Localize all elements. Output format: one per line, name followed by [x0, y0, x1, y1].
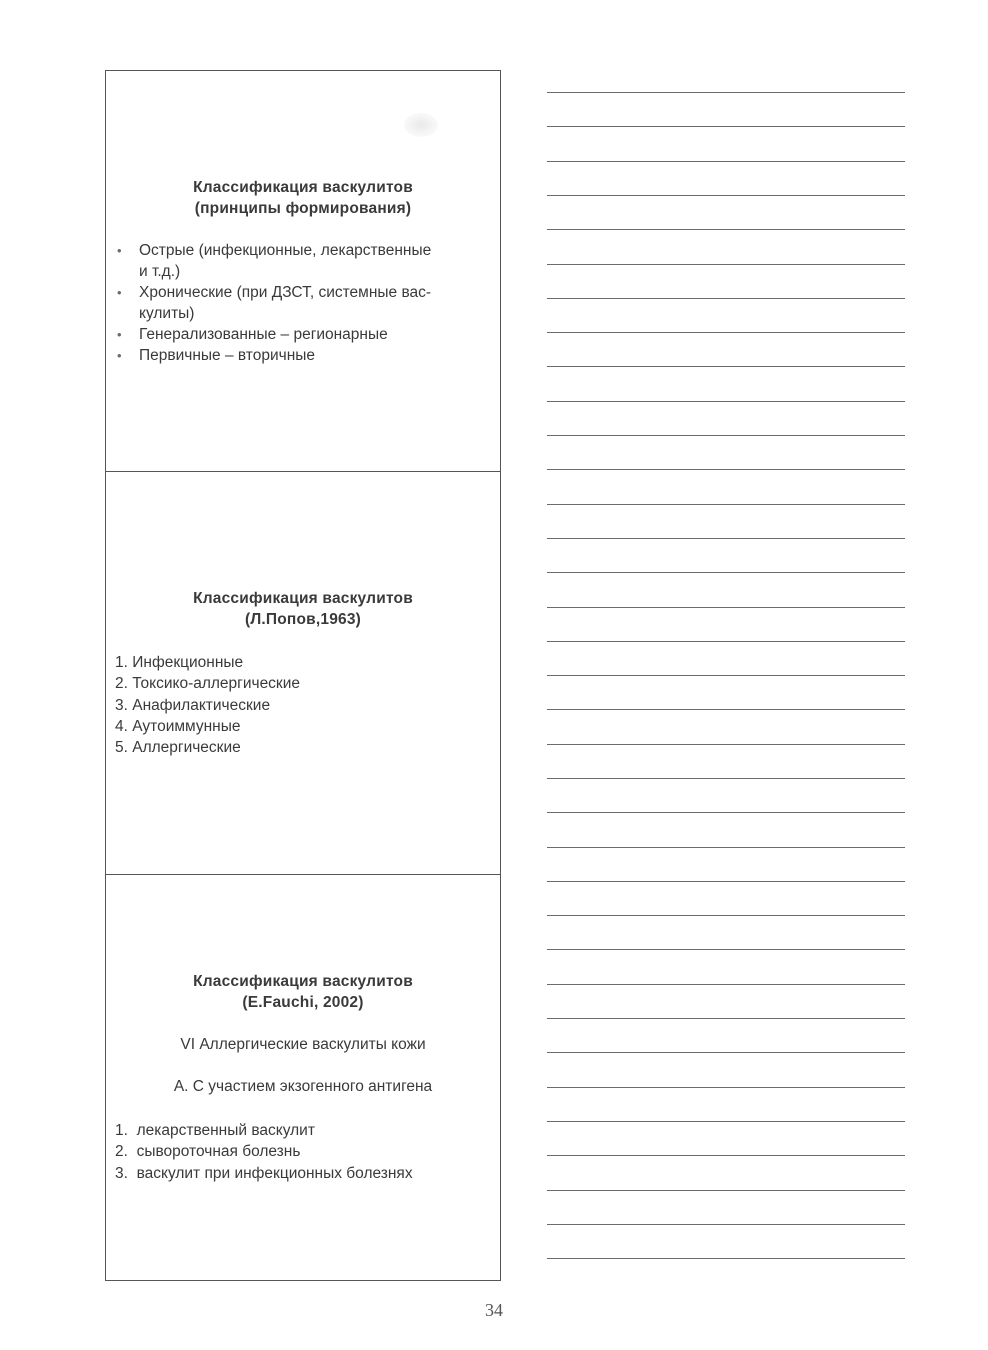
note-line [547, 126, 905, 127]
list-item [106, 1141, 500, 1162]
note-line [547, 778, 905, 779]
list-item-number: 1. [115, 1122, 128, 1139]
slide-2-title-line2: (Л.Попов,1963) [244, 611, 362, 628]
slides-column [105, 70, 501, 1281]
note-line [547, 1121, 905, 1122]
slide-3 [106, 875, 500, 1280]
bullet-item [106, 324, 500, 345]
note-line [547, 92, 905, 93]
page-number: 34 [485, 1300, 503, 1320]
list-item [106, 737, 500, 758]
note-line [547, 469, 905, 470]
list-item-number: 5. [115, 739, 128, 757]
slide-3-title-line1: Классификация васкулитов [193, 973, 413, 990]
list-item [106, 1163, 500, 1184]
list-item-text: Инфекционные [132, 654, 244, 671]
list-item-number: 3. [115, 1164, 128, 1182]
note-line [547, 332, 905, 333]
note-line [547, 504, 905, 505]
note-line [547, 984, 905, 985]
note-line [547, 1155, 905, 1156]
note-line [547, 641, 905, 642]
slide-3-subheading: VI Аллергические васкулиты кожи [180, 1036, 426, 1053]
slide-3-title-line2: (E.Fauchi, 2002) [242, 994, 364, 1011]
note-line [547, 229, 905, 230]
note-line [547, 572, 905, 573]
note-line [547, 1190, 905, 1191]
bullet-dot-icon: • [117, 243, 122, 258]
list-item [106, 1120, 500, 1141]
slide-2-title [106, 588, 500, 630]
note-line [547, 538, 905, 539]
note-line [547, 264, 905, 265]
slide-1-bullet-list [106, 240, 500, 366]
bullet-text-line2: и т.д.) [139, 263, 181, 280]
note-line [547, 1018, 905, 1019]
list-item-number: 2. [115, 675, 128, 693]
list-item-number: 2. [115, 1143, 128, 1161]
list-item-text: васкулит при инфекционных болезнях [136, 1164, 413, 1182]
list-item-text: Аллергические [132, 739, 241, 757]
list-item-text: лекарственный васкулит [136, 1122, 315, 1139]
slide-2 [106, 472, 500, 875]
bullet-dot-icon: • [117, 285, 122, 300]
list-item-number: 4. [115, 717, 128, 735]
note-line [547, 1258, 905, 1259]
note-line [547, 812, 905, 813]
note-line [547, 298, 905, 299]
note-line [547, 366, 905, 367]
slide-1-title-line2: (принципы формирования) [194, 200, 412, 217]
list-item-number: 1. [115, 654, 128, 671]
slide-3-group-label: А. С участием экзогенного антигена [173, 1078, 433, 1095]
note-line [547, 675, 905, 676]
list-item-text: Аутоиммунные [132, 717, 241, 735]
list-item-number: 3. [115, 696, 128, 714]
list-item-text: Токсико-аллергические [132, 675, 300, 693]
bullet-item [106, 282, 500, 324]
bullet-text-line1: Генерализованные – регионарные [139, 326, 388, 343]
slide-2-numbered-list [106, 652, 500, 758]
list-item-text: Анафилактические [132, 696, 271, 714]
list-item [106, 716, 500, 737]
bullet-text-line1: Первичные – вторичные [139, 347, 316, 364]
list-item [106, 673, 500, 694]
note-line [547, 881, 905, 882]
note-line [547, 1052, 905, 1053]
list-item [106, 652, 500, 673]
bullet-text-line2: кулиты) [139, 305, 195, 322]
slide-3-numbered-list [106, 1120, 500, 1184]
note-line [547, 847, 905, 848]
list-item [106, 695, 500, 716]
note-line [547, 949, 905, 950]
note-line [547, 435, 905, 436]
bullet-dot-icon: • [117, 348, 122, 363]
note-line [547, 1087, 905, 1088]
bullet-item [106, 240, 500, 282]
bullet-text-line1: Острые (инфекционные, лекарственные [139, 242, 432, 259]
slide-1 [106, 71, 500, 472]
bullet-item [106, 345, 500, 366]
slide-1-title [106, 177, 500, 219]
note-line [547, 915, 905, 916]
bullet-text-line1: Хронические (при ДЗСТ, системные вас- [139, 284, 432, 301]
note-line [547, 744, 905, 745]
note-line [547, 195, 905, 196]
note-line [547, 709, 905, 710]
bullet-dot-icon: • [117, 327, 122, 342]
list-item-text: сывороточная болезнь [136, 1143, 301, 1161]
note-lines [547, 92, 905, 1282]
slide-2-title-line1: Классификация васкулитов [193, 590, 413, 607]
scan-smudge [404, 113, 438, 137]
slide-1-title-line1: Классификация васкулитов [193, 179, 413, 196]
note-line [547, 161, 905, 162]
slide-3-title [106, 971, 500, 1013]
note-line [547, 401, 905, 402]
note-line [547, 607, 905, 608]
note-line [547, 1224, 905, 1225]
